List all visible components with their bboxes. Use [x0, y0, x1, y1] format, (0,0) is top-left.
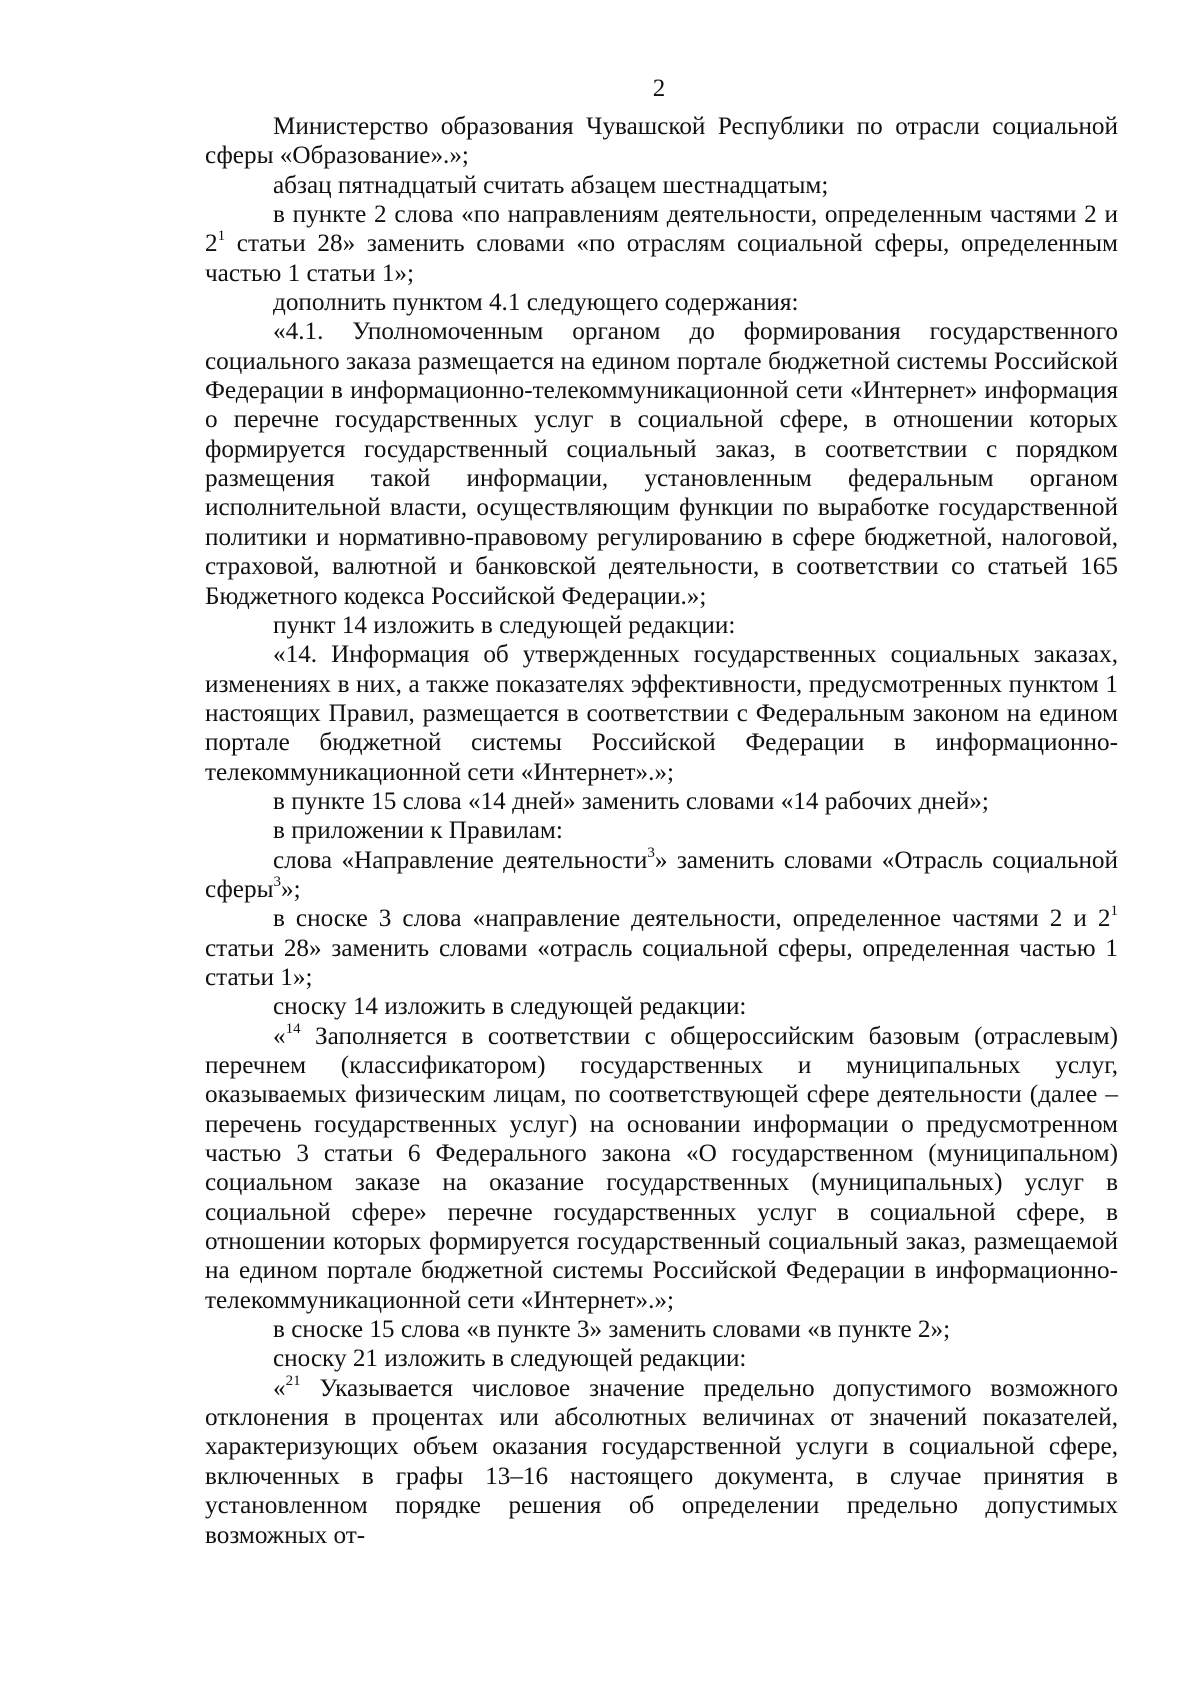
paragraph: «$^{21}$ Указывается числовое значение предельно допустимого возможного отклонения в процентах или абсолютных величинах от значений показателей, характеризующих объем оказания государственной услуги в социальной сфере, включенных в графы 13–16 настоящего документа, в случае принятия в установленном порядке решения об определении предельно допустимых возможных от- [205, 1372, 1118, 1549]
superscript: 1 [1110, 903, 1118, 920]
paragraph: «4.1. Уполномоченным органом до формирования государственного социального заказа размещается на едином портале бюджетной системы Российской Федерации в информационно-телекоммуникационной сети «Интернет» информация о перечне государственных услуг в социальной сфере, в отношении которых формируется государственный социальный заказ, в соответствии с порядком размещения такой информации, установленным федеральным органом исполнительной власти, осуществляющим функции по выработке государственной политики и нормативно-правовому регулированию в сфере бюджетной, налоговой, страховой, валютной и банковской деятельности, в соответствии со статьей 165 Бюджетного кодекса Российской Федерации.»; [205, 318, 1118, 610]
paragraph: в сноске 15 слова «в пункте 3» заменить словами «в пункте 2»; [273, 1316, 951, 1344]
superscript: 1 [217, 228, 226, 245]
paragraph: абзац пятнадцатый считать абзацем шестнадцатым; [273, 171, 829, 199]
paragraph: в сноске 3 слова «направление деятельности, определенное частями 2 и $2^1$ статьи 28» заменить словами «отрасль социальной сферы, определенная частью 1 статьи 1»; [205, 903, 1118, 991]
superscript: 21 [285, 1372, 301, 1389]
superscript: 14 [285, 1020, 301, 1037]
paragraph: в пункте 2 слова «по направлениям деятельности, определенным частями 2 и $2^1$ статьи 28» заменить словами «по отраслям социальной сферы, определенным частью 1 статьи 1»; [205, 201, 1118, 287]
paragraph: «14. Информация об утвержденных государственных социальных заказах, изменениях в них, а также показателях эффективности, предусмотренных пунктом 1 настоящих Правил, размещается в соответствии с Федеральным законом на едином портале бюджетной системы Российской Федерации в информационно-телекоммуникационной сети «Интернет».»; [205, 641, 1118, 786]
paragraph: «$^{14}$ Заполняется в соответствии с общероссийским базовым (отраслевым) перечнем (классификатором) государственных и муниципальных услуг, оказываемых физическим лицам, по соответствующей сфере деятельности (далее – перечень государственных услуг) на основании информации о предусмотренном частью 3 статьи 6 Федерального закона «О государственном (муниципальном) социальном заказе на оказание государственных (муниципальных) услуг в социальной сфере» перечне государственных услуг в социальной сфере, в отношении которых формируется государственный социальный заказ, размещаемой на едином портале бюджетной системы Российской Федерации в информационно-телекоммуникационной сети «Интернет».»; [205, 1020, 1118, 1314]
superscript: 3 [647, 844, 655, 861]
superscript: 3 [273, 873, 282, 890]
paragraph: слова «Направление деятельности$^3$» заменить словами «Отрасль социальной сферы$^3$»; [205, 844, 1118, 903]
page-number: 2 [652, 75, 666, 102]
paragraph: в пункте 15 слова «14 дней» заменить словами «14 рабочих дней»; [273, 787, 989, 815]
paragraph: дополнить пунктом 4.1 следующего содержания: [273, 289, 799, 317]
paragraph: в приложении к Правилам: [273, 817, 563, 845]
document-body [205, 112, 1118, 1550]
paragraph: сноску 14 изложить в следующей редакции: [273, 993, 747, 1021]
paragraph: Министерство образования Чувашской Республики по отрасли социальной сферы «Образование».»; [205, 113, 1118, 170]
paragraph: сноску 21 изложить в следующей редакции: [273, 1345, 747, 1373]
paragraph: пункт 14 изложить в следующей редакции: [273, 611, 736, 639]
